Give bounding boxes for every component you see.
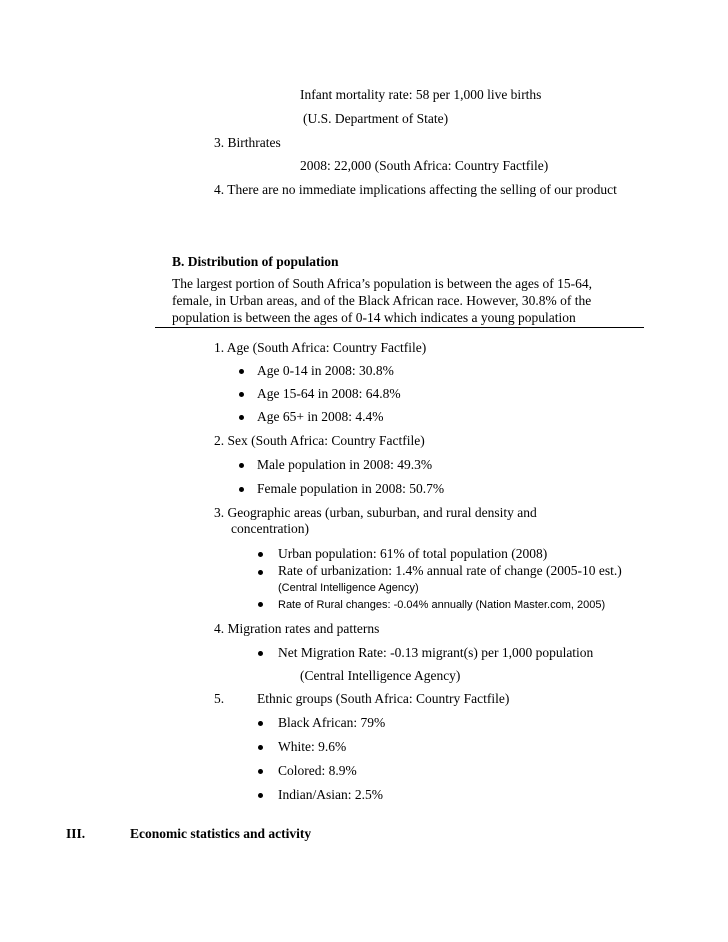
ethnic-item: Black African: 79% bbox=[278, 715, 386, 730]
urban-population: Urban population: 61% of total population (2008) bbox=[278, 546, 548, 561]
implications-text: 4. There are no immediate implications affecting the selling of our product bbox=[214, 182, 617, 197]
rural-rate: Rate of Rural changes: -0.04% annually (Nation Master.com, 2005) bbox=[278, 599, 606, 611]
distribution-summary-line: population is between the ages of 0-14 which indicates a young population bbox=[172, 310, 576, 325]
birthrates-value: 2008: 22,000 (South Africa: Country Factfile) bbox=[300, 158, 549, 173]
bullet-icon bbox=[258, 745, 263, 750]
bullet-icon bbox=[258, 769, 263, 774]
sex-item: Male population in 2008: 49.3% bbox=[257, 457, 433, 472]
birthrates-heading: 3. Birthrates bbox=[214, 135, 281, 150]
bullet-icon bbox=[239, 487, 244, 492]
bullet-icon bbox=[258, 721, 263, 726]
urbanization-source: (Central Intelligence Agency) bbox=[278, 582, 419, 594]
summary-divider bbox=[155, 327, 644, 328]
migration-heading: 4. Migration rates and patterns bbox=[214, 621, 380, 636]
ethnic-item: Colored: 8.9% bbox=[278, 763, 357, 778]
infant-mortality-source: (U.S. Department of State) bbox=[303, 111, 449, 126]
distribution-summary-line: The largest portion of South Africa’s population is between the ages of 15-64, bbox=[172, 276, 593, 291]
bullet-icon bbox=[258, 570, 263, 575]
ethnic-item: Indian/Asian: 2.5% bbox=[278, 787, 383, 802]
geographic-heading: 3. Geographic areas (urban, suburban, and rural density and bbox=[214, 505, 537, 520]
infant-mortality-text: Infant mortality rate: 58 per 1,000 live births bbox=[300, 87, 542, 102]
ethnic-item: White: 9.6% bbox=[278, 739, 347, 754]
sex-item: Female population in 2008: 50.7% bbox=[257, 481, 445, 496]
geographic-heading-continued: concentration) bbox=[231, 521, 309, 536]
bullet-icon bbox=[239, 392, 244, 397]
ethnic-heading: Ethnic groups (South Africa: Country Factfile) bbox=[257, 691, 510, 706]
age-item: Age 15-64 in 2008: 64.8% bbox=[257, 386, 401, 401]
distribution-summary-line: female, in Urban areas, and of the Black African race. However, 30.8% of the bbox=[172, 293, 592, 308]
bullet-icon bbox=[258, 793, 263, 798]
bullet-icon bbox=[239, 369, 244, 374]
ethnic-number: 5. bbox=[214, 691, 225, 706]
age-item: Age 0-14 in 2008: 30.8% bbox=[257, 363, 394, 378]
age-item: Age 65+ in 2008: 4.4% bbox=[257, 409, 384, 424]
net-migration-rate: Net Migration Rate: -0.13 migrant(s) per 1,000 population bbox=[278, 645, 594, 660]
bullet-icon bbox=[239, 415, 244, 420]
bullet-icon bbox=[258, 651, 263, 656]
migration-source: (Central Intelligence Agency) bbox=[300, 668, 461, 683]
bullet-icon bbox=[258, 552, 263, 557]
section-title: Economic statistics and activity bbox=[130, 826, 312, 841]
bullet-icon bbox=[239, 463, 244, 468]
section-numeral: III. bbox=[66, 826, 86, 841]
urbanization-rate: Rate of urbanization: 1.4% annual rate of change (2005-10 est.) bbox=[278, 563, 622, 578]
sex-heading: 2. Sex (South Africa: Country Factfile) bbox=[214, 433, 425, 448]
distribution-heading: B. Distribution of population bbox=[172, 254, 339, 269]
age-heading: 1. Age (South Africa: Country Factfile) bbox=[214, 340, 427, 355]
bullet-icon bbox=[258, 602, 263, 607]
